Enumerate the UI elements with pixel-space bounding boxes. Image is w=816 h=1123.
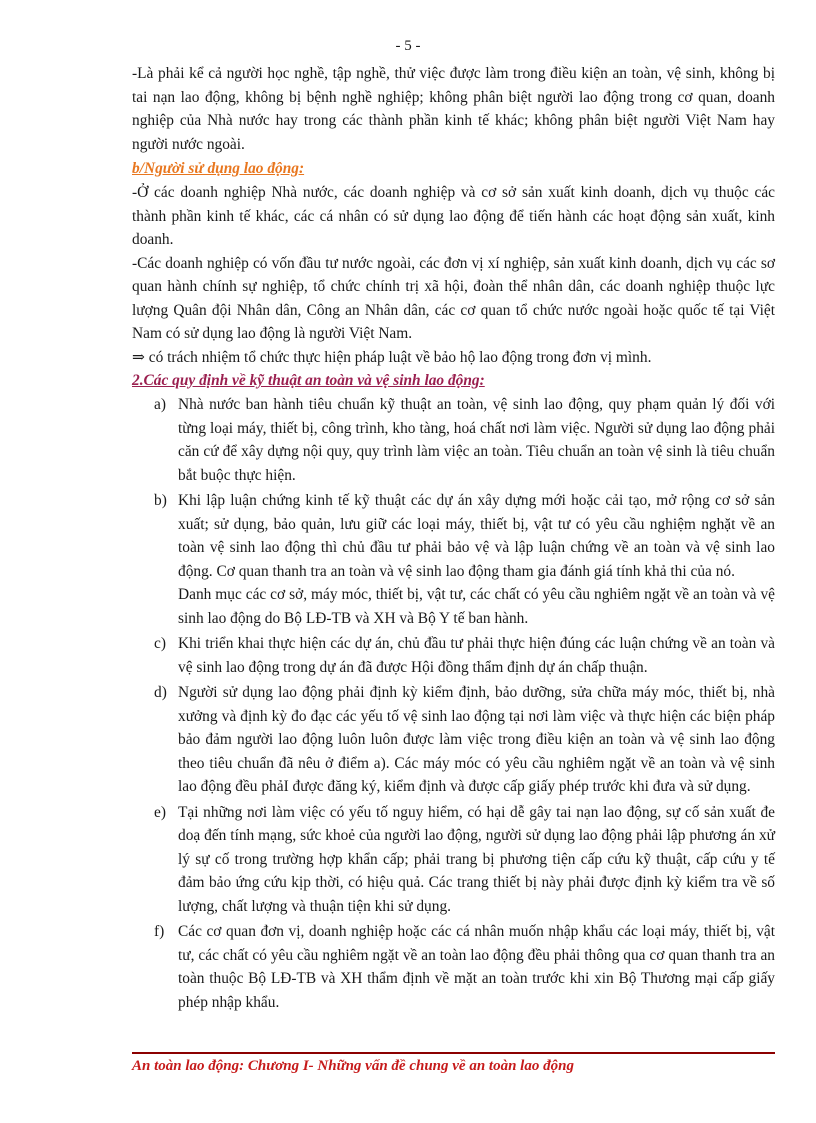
list-item <box>132 681 775 799</box>
list-marker: f) <box>154 923 165 940</box>
list-item <box>132 393 775 487</box>
regulation-list <box>132 393 775 1014</box>
footer-divider <box>132 1052 775 1054</box>
list-item-note: Danh mục các cơ sở, máy móc, thiết bị, vật tư, các chất có yêu cầu nghiêm ngặt về an toàn và vệ sinh lao động do Bộ LĐ-TB và XH và Bộ Y tế ban hành. <box>178 586 775 627</box>
section-2-heading: 2.Các quy định về kỹ thuật an toàn và vệ sinh lao động: <box>132 372 485 389</box>
page-number: - 5 - <box>395 38 421 54</box>
list-item-text: Khi triển khai thực hiện các dự án, chủ đầu tư phải thực hiện đúng các luận chứng về an toàn và vệ sinh lao động trong dự án đã được Hội đồng thẩm định dự án chấp thuận. <box>178 635 775 676</box>
list-item <box>132 920 775 1014</box>
list-item <box>132 489 775 630</box>
list-item <box>132 632 775 679</box>
list-marker: b) <box>154 492 167 509</box>
list-item-text: Khi lập luận chứng kinh tế kỹ thuật các dự án xây dựng mới hoặc cải tạo, mở rộng cơ sở sản xuất; sử dụng, bảo quản, lưu giữ các loại máy, thiết bị, vật tư có yêu cầu nghiệm nghặt về an toàn vệ sinh lao động thì chủ đầu tư phải bảo vệ và lập luận chứng về an toàn và vệ sinh lao động. Cơ quan thanh tra an toàn và vệ sinh lao động tham gia đánh giá tính khả thi của nó. <box>178 492 775 580</box>
list-item-text: Tại những nơi làm việc có yếu tố nguy hiểm, có hại dễ gây tai nạn lao động, sự cố sản xuất đe doạ đến tính mạng, sức khoẻ của người lao động, người sử dụng lao động phải lập phương án xử lý sự cố trong trường hợp khẩn cấp; phải trang bị phương tiện cấp cứu kỹ thuật, cấp cứu y tế đảm bảo ứng cứu kịp thời, có hiệu quả. Các trang thiết bị này phải được định kỳ kiểm tra về số lượng, chất lượng và thuận tiện khi sử dụng. <box>178 803 775 915</box>
list-item-text: Các cơ quan đơn vị, doanh nghiệp hoặc các cá nhân muốn nhập khẩu các loại máy, thiết bị, vật tư, các chất có yêu cầu nghiêm ngặt về an toàn lao động đều phải thông qua cơ quan thanh tra an toàn thuộc Bộ LĐ-TB và XH thẩm định về mặt an toàn trước khi xin Bộ Thương mại cấp giấy phép nhập khẩu. <box>178 923 775 1011</box>
list-item-text: Người sử dụng lao động phải định kỳ kiểm định, bảo dưỡng, sửa chữa máy móc, thiết bị, nhà xưởng và định kỳ đo đạc các yếu tố vệ sinh lao động tại nơi làm việc và thực hiện các biện pháp bảo đảm người lao động luôn luôn được làm việc trong điều kiện an toàn và vệ sinh lao động theo tiêu chuẩn đã nêu ở điểm a). Các máy móc có yêu cầu nghiêm ngặt về an toàn và vệ sinh lao động đều phảI được đăng ký, kiểm định và được cấp giấy phép trước khi đưa và sử dụng. <box>178 684 775 795</box>
section-b-paragraph: -Ở các doanh nghiệp Nhà nước, các doanh nghiệp và cơ sở sản xuất kinh doanh, dịch vụ thuộc các thành phần kinh tế khác, các cá nhân có sử dụng lao động để tiến hành các hoạt động sản xuất, kinh doanh. <box>132 184 775 248</box>
list-item <box>132 801 775 919</box>
page-footer: An toàn lao động: Chương I- Những vấn đề chung về an toàn lao động <box>132 1058 574 1074</box>
intro-paragraph: -Là phải kể cả người học nghề, tập nghề, thử việc được làm trong điều kiện an toàn, vệ sinh, không bị tai nạn lao động, không bị bệnh nghề nghiệp; không phân biệt người lao động trong cơ quan, doanh nghiệp của Nhà nước hay trong các thành phần kinh tế khác; không phân biệt người Việt Nam hay người nước ngoài. <box>132 65 775 153</box>
list-marker: a) <box>154 396 166 413</box>
section-b-heading: b/Người sử dụng lao động: <box>132 160 305 177</box>
list-item-text: Nhà nước ban hành tiêu chuẩn kỹ thuật an toàn, vệ sinh lao động, quy phạm quản lý đối với từng loại máy, thiết bị, công trình, kho tàng, hoá chất nơi làm việc. Người sử dụng lao động phải căn cứ để xây dựng nội quy, quy trình làm việc an toàn. Tiêu chuẩn an toàn vệ sinh là tiêu chuẩn bắt buộc thực hiện. <box>178 396 775 484</box>
section-b-conclusion: ⇒ có trách nhiệm tổ chức thực hiện pháp luật về bảo hộ lao động trong đơn vị mình. <box>132 348 652 366</box>
list-marker: e) <box>154 803 166 821</box>
list-marker: d) <box>154 684 167 701</box>
document-body <box>132 62 775 1016</box>
section-b-paragraph: -Các doanh nghiệp có vốn đầu tư nước ngoài, các đơn vị xí nghiệp, sản xuất kinh doanh, dịch vụ các sơ quan hành chính sự nghiệp, tổ chức chính trị xã hội, đoàn thể nhân dân, các doanh nghiệp thuộc lực lượng Quân đội Nhân dân, Công an Nhân dân, các cơ quan tổ chức nước ngoài hoặc quốc tế tại Việt Nam có sử dụng lao động là người Việt Nam. <box>132 254 775 342</box>
list-marker: c) <box>154 635 166 652</box>
